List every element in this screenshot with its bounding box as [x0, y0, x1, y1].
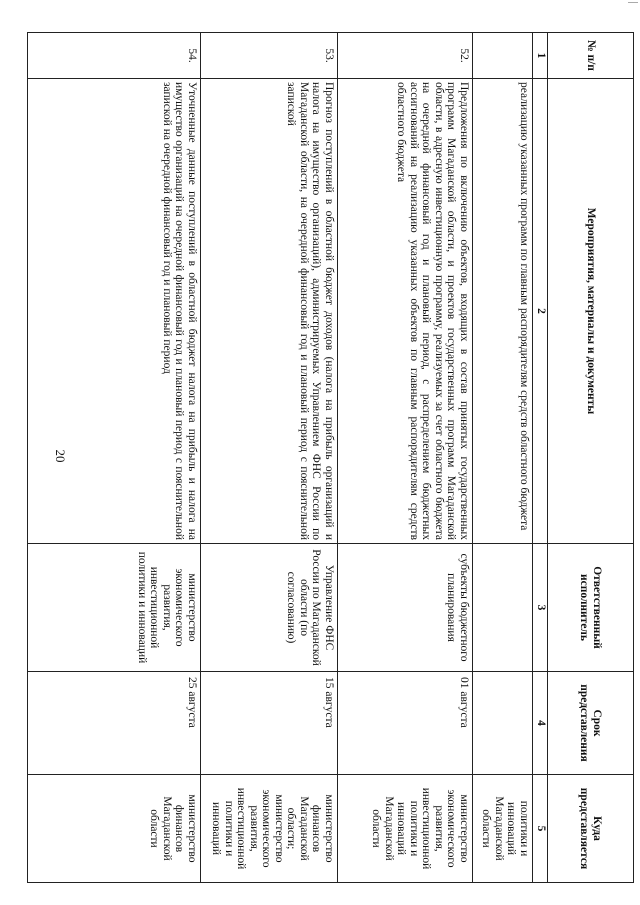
- row-recipient: министерство экономического развития, инвестиционной политики и инноваций Магаданской области: [338, 775, 473, 883]
- table-row: [338, 33, 473, 883]
- row-activity: Уточненные данные поступлений в областной бюджет налога на прибыль и налога на имущество организаций на очередной финансовый год и плановый период с пояснительной запиской на очередной финансовый год и плановый период: [28, 79, 201, 544]
- row-number: 52.: [338, 33, 473, 79]
- page-number: 20: [53, 449, 68, 463]
- row-executor: Управление ФНС России по Магаданской области (по согласованию): [201, 544, 338, 672]
- row-executor: министерство экономического развития, инвестиционной политики и инноваций: [28, 544, 201, 672]
- row-recipient: министерство финансов Магаданской области; министерство экономического развития, инвестиционной политики и инноваций: [201, 775, 338, 883]
- row-deadline: 01 августа: [338, 672, 473, 775]
- table-row: [201, 33, 338, 883]
- header-recipient: Куда представляется: [548, 775, 634, 883]
- row-activity: Прогноз поступлений в областной бюджет доходов (налога на прибыль организаций и налога на имущество организаций), администрируемых Управлением ФНС России по Магаданской области, на очередной финансовый год и плановый период с пояснительной запиской: [201, 79, 338, 544]
- column-number: 4: [533, 672, 548, 775]
- row-recipient: министерство финансов Магаданской области: [28, 775, 201, 883]
- table-header-row: [548, 33, 634, 883]
- column-number-row: [533, 33, 548, 883]
- scan-artifact: [628, 2, 638, 9]
- table-row: [28, 33, 201, 883]
- column-number: 3: [533, 544, 548, 672]
- header-deadline: Срок представления: [548, 672, 634, 775]
- row-executor: [473, 544, 533, 672]
- row-number: 53.: [201, 33, 338, 79]
- header-number: № п/п: [548, 33, 634, 79]
- header-activity: Мероприятия, материалы и документы: [548, 79, 634, 544]
- row-number: 54.: [28, 33, 201, 79]
- row-executor: субъекты бюджетного планирования: [338, 544, 473, 672]
- row-number: [473, 33, 533, 79]
- column-number: 1: [533, 33, 548, 79]
- column-number: 2: [533, 79, 548, 544]
- table-row: [473, 33, 533, 883]
- header-executor: Ответственный исполнитель: [548, 544, 634, 672]
- column-number: 5: [533, 775, 548, 883]
- row-activity: Предложения по включению объектов, входящих в состав принятых государственных программ Магаданской области, и проектов государственных программ Магаданской области, в адресную инвестиционную программу, реализуемых за счет областного бюджета на очередной финансовый год и плановый период, с распределением бюджетных ассигнований на реализацию указанных объектов по главным распорядителям средств областного бюджета: [338, 79, 473, 544]
- row-deadline: 15 августа: [201, 672, 338, 775]
- row-deadline: 25 августа: [28, 672, 201, 775]
- row-deadline: [473, 672, 533, 775]
- row-recipient: политики и инноваций Магаданской области: [473, 775, 533, 883]
- rotated-document-page: [116, 32, 634, 882]
- row-activity: реализацию указанных программ по главным распорядителям средств областного бюджета: [473, 79, 533, 544]
- schedule-table: [27, 32, 634, 883]
